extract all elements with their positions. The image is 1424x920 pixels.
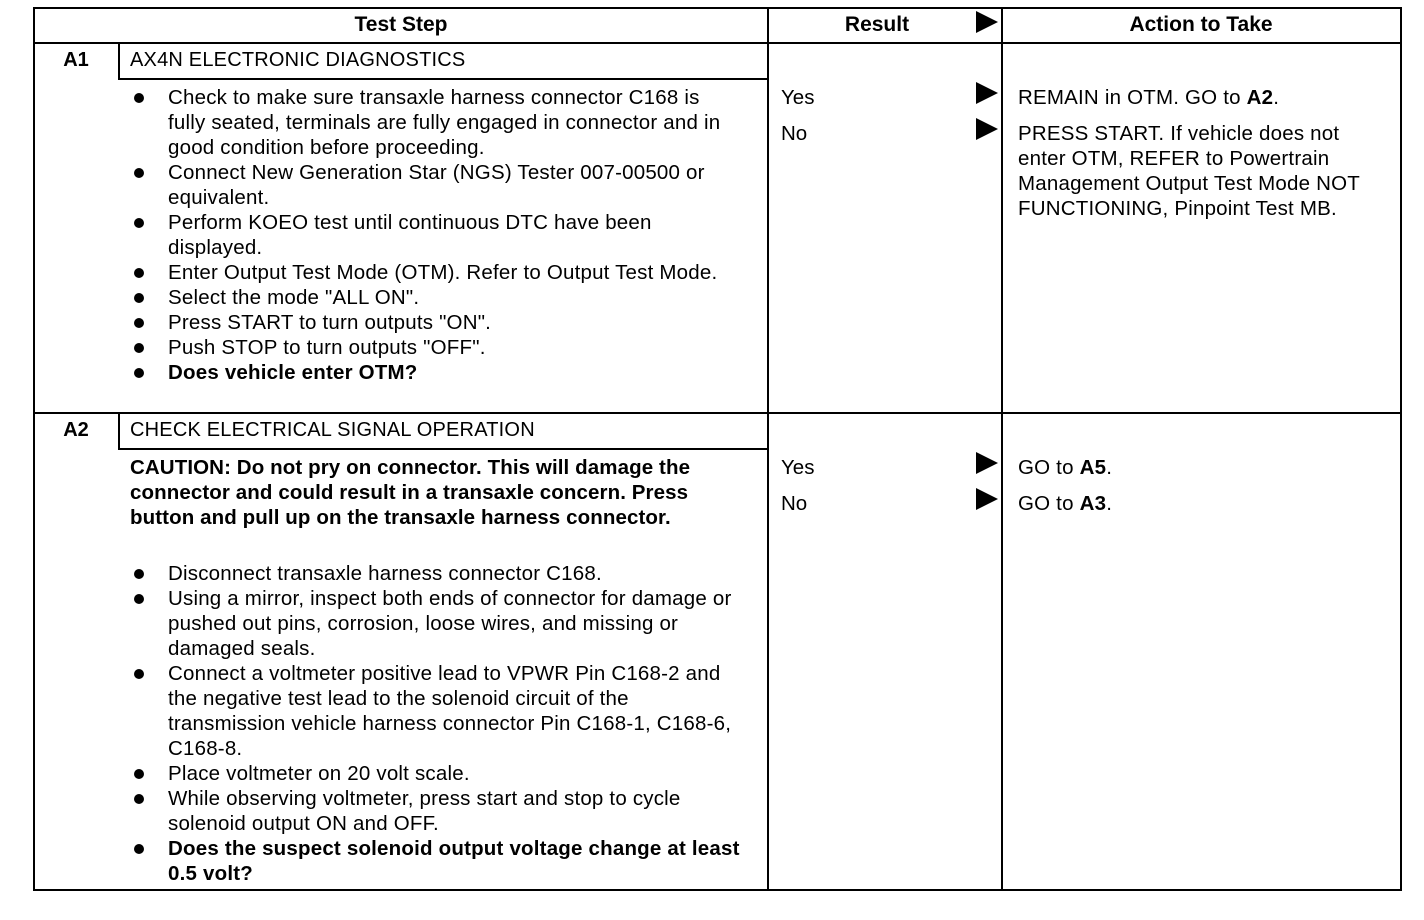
list-item: Disconnect transaxle harness connector C168. [130,561,740,586]
bullet-icon [134,769,144,779]
step-a1-id: A1 [63,49,89,71]
bullet-icon [134,594,144,604]
step-a1-bullets [130,85,740,385]
list-item-question: Does vehicle enter OTM? [130,360,740,385]
table-right-border [1400,7,1402,891]
list-item: Check to make sure transaxle harness connector C168 is fully seated, terminals are fully engaged in connector and in good condition before proceeding. [130,85,740,160]
list-item: Select the mode "ALL ON". [130,285,740,310]
step-a2-action-no: GO to A3. [1018,492,1113,515]
list-item: Connect a voltmeter positive lead to VPWR Pin C168-2 and the negative test lead to the solenoid circuit of the transmission vehicle harness connector Pin C168-1, C168-6, C168-8. [130,661,740,761]
header-test-step: Test Step [354,13,448,36]
arrow-icon [976,452,998,474]
a2-id-divider [118,412,120,450]
list-item-question: Does the suspect solenoid output voltage change at least 0.5 volt? [130,836,740,886]
list-item: Perform KOEO test until continuous DTC have been displayed. [130,210,740,260]
a1-title-underline [118,78,768,80]
list-item: While observing voltmeter, press start and stop to cycle solenoid output ON and OFF. [130,786,740,836]
table-left-border [33,7,35,891]
bullet-icon [134,93,144,103]
bullet-icon [134,218,144,228]
bullet-icon [134,669,144,679]
list-item: Push STOP to turn outputs "OFF". [130,335,740,360]
arrow-icon [976,82,998,104]
bullet-icon [134,844,144,854]
step-a2-id: A2 [63,419,89,441]
header-action: Action to Take [1129,13,1273,36]
step-a2-result-yes: Yes [781,456,815,479]
step-a1-action-no: PRESS START. If vehicle does not enter OTM, REFER to Powertrain Management Output Test Mode NOT FUNCTIONING, Pinpoint Test MB. [1018,122,1360,220]
a2-title-underline [118,448,768,450]
step-a2-title: CHECK ELECTRICAL SIGNAL OPERATION [130,419,535,441]
arrow-icon [976,118,998,140]
bullet-icon [134,318,144,328]
bullet-icon [134,268,144,278]
bullet-icon [134,293,144,303]
list-item: Using a mirror, inspect both ends of connector for damage or pushed out pins, corrosion, loose wires, and missing or damaged seals. [130,586,740,661]
list-item: Place voltmeter on 20 volt scale. [130,761,740,786]
list-item: Press START to turn outputs "ON". [130,310,740,335]
bullet-icon [134,794,144,804]
step-a1-action-yes: REMAIN in OTM. GO to A2. [1018,86,1280,109]
step-a2-result-no: No [781,492,808,515]
bullet-icon [134,569,144,579]
bullet-icon [134,343,144,353]
list-item: Enter Output Test Mode (OTM). Refer to Output Test Mode. [130,260,740,285]
step-a2-bullets [130,561,740,886]
step-ref-link: A5 [1079,456,1107,479]
a1-id-divider [118,42,120,80]
step-a1-result-yes: Yes [781,86,815,109]
step-ref-link: A3 [1079,492,1107,515]
step-a2-action-yes: GO to A5. [1018,456,1113,479]
header-result: Result [844,13,910,36]
list-item: Connect New Generation Star (NGS) Tester 007-00500 or equivalent. [130,160,740,210]
step-a1-result-no: No [781,122,808,145]
arrow-icon [976,488,998,510]
step-a1-title: AX4N ELECTRONIC DIAGNOSTICS [130,49,466,71]
bullet-icon [134,168,144,178]
column-divider-action [1001,7,1003,891]
step-ref-link: A2 [1246,86,1274,109]
table-bottom-border [33,889,1402,891]
bullet-icon [134,368,144,378]
step-a2-caution: CAUTION: Do not pry on connector. This will damage the connector and could result in a transaxle concern. Press button and pull up on the transaxle harness connector. [130,456,691,529]
header-arrow-icon [976,11,998,33]
